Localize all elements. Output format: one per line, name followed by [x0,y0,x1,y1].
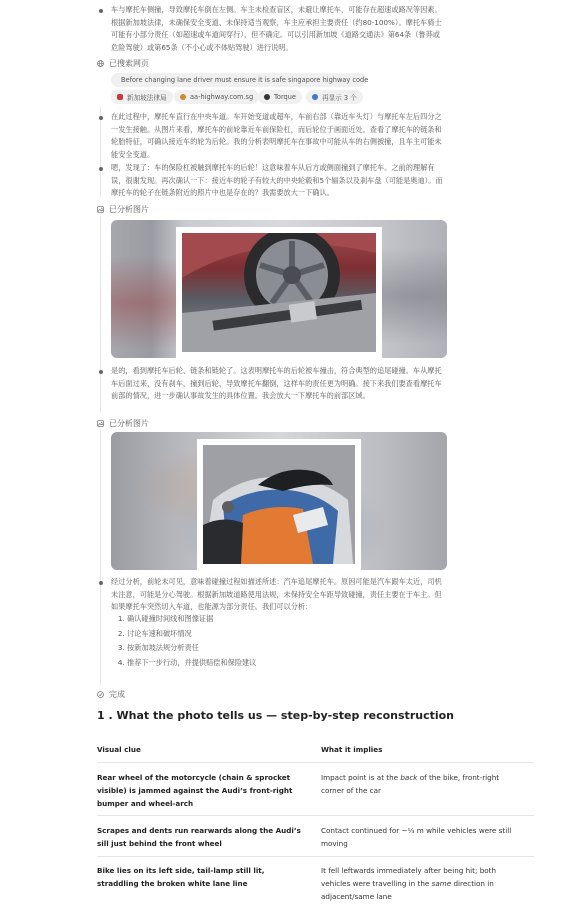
list-item: 4. 推荐下一步行动，并提供赔偿和保险建议 [127,656,447,671]
section-title: 1 . What the photo tells us — step-by-step reconstruction [97,709,455,722]
reasoning-paragraph-5: 经过分析，前轮未可见，意味着碰撞过程如描述所述：汽车追尾摩托车。原因可能是汽车跟车太近，司机未注意，可能是分心驾驶。根据新加坡道路使用法规，未保持安全车距导致碰撞，责任主要在于车主。但如果摩托车突然切入车道，也能源为部分责任。我们可以分析： [111,576,447,614]
analyzed-image-1[interactable] [111,220,447,358]
table-header-visual-clue: Visual clue [97,745,141,754]
more-sources-icon [312,94,318,100]
done-indicator[interactable] [97,689,125,700]
check-circle-icon [97,691,104,698]
source-chip-aa-highway[interactable] [174,90,259,104]
image-analysis-label: 已分析图片 [109,419,149,428]
show-more-label: 再显示 3 个 [322,94,357,102]
reasoning-paragraph-1: 车与摩托车侧撞，导致摩托车倒在左侧。车主未检查盲区，未避让摩托车，可能存在超速或路况等因素。根据新加坡法律，未确保安全变道、未保持适当观察，车主应承担主要责任（约80-100%）。摩托车骑士可能有小部分责任（如超速或车道间穿行），但不确定。可以引用新加坡《道路交通法》第64条（鲁莽或危险驾驶）或第65条（不小心或不体贴驾驶）进行说明。 [111,4,447,54]
table-cell-clue: Rear wheel of the motorcycle (chain & sprocket visible) is jammed against the Audi’s front-right bumper and wheel-arch [97,773,293,808]
table-header-divider [97,762,534,763]
image-analysis-step-header[interactable] [97,204,149,215]
source-chip-label: 新加坡法律局 [127,94,167,102]
search-query-text: Before changing lane driver must ensure it is safe singapore highway code [121,76,369,84]
table-cell-clue: Scrapes and dents run rearwards along the Audi’s sill just behind the front wheel [97,826,301,848]
table-cell-implies: Impact point is at the back of the bike, front-right corner of the car [321,773,500,795]
audi-wheel-illustration [182,233,376,352]
aa-highway-favicon-icon [180,94,186,100]
table-cell-implies: Contact continued for ~⅓ m while vehicles were still moving [321,826,512,848]
step-connector-line [100,216,101,412]
image-analysis-step-header[interactable] [97,418,149,429]
zoomed-photo-motorcycle-front [197,439,361,570]
reasoning-paragraph-2: 在此过程中，摩托车直行在中央车道。车开始变道或超车，车前右部（靠近车头灯）与摩托车左后四分之一发生接触。从图片来看，摩托车的前轮靠近车前保险杠，而后轮位于画面近处。查看了摩托车的链条和轮胎特征，可确认接近车的轮为后轮。我的分析表明摩托车在事故中可能从车的右侧被撞，且车主可能未能安全变道。 [111,111,447,161]
search-step-label: 已搜索网页 [109,59,149,68]
search-query-chip[interactable] [111,73,367,87]
list-item: 2. 讨论车速和破坏情况 [127,627,447,642]
source-chip-label: Torque [274,93,296,101]
source-chip-torque[interactable] [258,90,302,104]
torque-favicon-icon [264,94,270,100]
show-more-sources-chip[interactable] [306,90,363,104]
image-analysis-label: 已分析图片 [109,205,149,214]
table-header-implies: What it implies [321,745,383,754]
step-connector-line [100,107,101,197]
source-chip-sg-law[interactable] [111,90,173,104]
step-connector-line [100,430,101,685]
sg-law-favicon-icon [117,94,123,100]
list-item: 3. 按新加坡法规分析责任 [127,641,447,656]
image-icon [97,420,104,427]
source-chip-label: aa-highway.com.sg [190,93,254,101]
search-step-header[interactable] [97,58,149,69]
image-icon [97,206,104,213]
table-row-divider [97,856,534,857]
analyzed-image-2[interactable] [111,432,447,570]
zoomed-photo-rear-wheel [176,227,382,358]
reasoning-paragraph-3: 嗯，发现了：车的保险杠被触到摩托车的后轮！这意味着车从后方或侧面撞到了摩托车。之前的理解有误，很谢发现。再次确认一下：接近车的轮子有较大的中央轮毂和5个辐条以及刹车盘（可能是奥迪）。而摩托车的轮子在链条附近的照片中也是存在的？我需要放大一下确认。 [111,162,447,200]
done-label: 完成 [109,690,125,699]
analysis-plan-list [113,612,447,670]
table-cell-clue: Bike lies on its left side, tail-lamp still lit, straddling the broken white lane line [97,866,265,888]
motorcycle-illustration [203,445,355,564]
table-cell-implies: It fell leftwards immediately after being hit; both vehicles were travelling in the same direction in adjacent/same lane [321,866,497,901]
globe-icon [97,60,104,67]
list-item: 1. 确认碰撞时间线和图像证据 [127,612,447,627]
reasoning-paragraph-4: 是的，看到摩托车后轮、链条和链轮了。这表明摩托车的后轮被车撞击，符合典型的追尾碰撞。车从摩托车后面过来，没有刹车，撞到后轮，导致摩托车翻倒，这样车的责任更为明确。接下来我们要查看摩托车前部的情况，进一步确认事故发生的具体位置。我会放大一下摩托车的前部区域。 [111,365,447,403]
table-row-divider [97,815,534,816]
